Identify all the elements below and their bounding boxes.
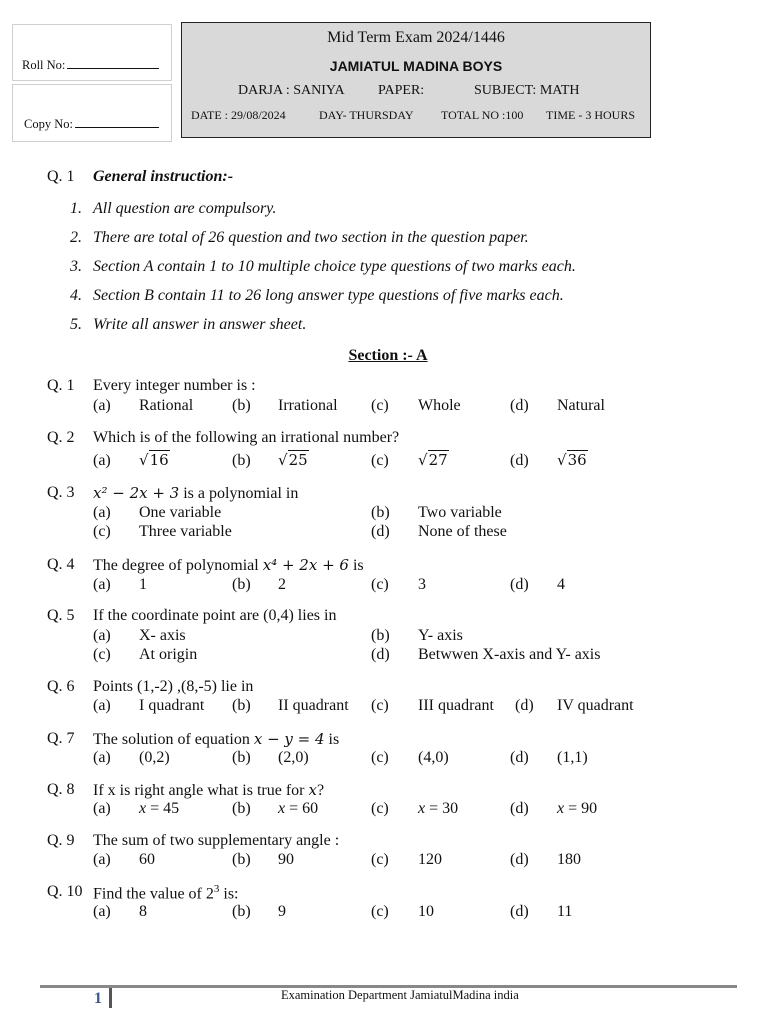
- option-text: 60: [139, 851, 155, 868]
- option-text: 120: [418, 851, 442, 868]
- option-text: 1: [139, 576, 147, 593]
- option-label-b: (b): [232, 749, 251, 766]
- question-text-part: The solution of equation: [93, 731, 254, 748]
- subject: SUBJECT: MATH: [474, 83, 580, 98]
- option-text: Natural: [557, 397, 605, 414]
- option-label-b: (b): [232, 697, 251, 714]
- instruction-number: 2.: [70, 229, 82, 246]
- option-text: X- axis: [139, 627, 186, 644]
- option-text: [557, 800, 597, 818]
- option-label-b: (b): [232, 851, 251, 868]
- roll-number-field: [22, 56, 159, 73]
- option-radicand: 16: [149, 451, 169, 469]
- roll-number-box: [12, 24, 172, 81]
- option-label-b: (b): [232, 576, 251, 593]
- option-label-d: (d): [510, 452, 529, 469]
- question-number: Q. 9: [47, 832, 75, 849]
- option-text: II quadrant: [278, 697, 349, 714]
- question-text: Which is of the following an irrational number?: [93, 429, 400, 446]
- instruction-number: 1.: [70, 200, 82, 217]
- question-number: Q. 6: [47, 678, 75, 695]
- option-text: 10: [418, 903, 434, 920]
- option-label-c: (c): [371, 851, 389, 868]
- question-text-part: The degree of polynomial: [93, 557, 263, 574]
- option-label-d: (d): [510, 749, 529, 766]
- question-number: Q. 2: [47, 429, 75, 446]
- option-label-b: (b): [371, 627, 390, 644]
- option-label-d: (d): [515, 697, 534, 714]
- question-text: If the coordinate point are (0,4) lies in: [93, 607, 337, 624]
- question-number: Q. 3: [47, 484, 75, 501]
- exam-title: Mid Term Exam 2024/1446: [327, 29, 505, 46]
- option-label-d: (d): [510, 851, 529, 868]
- question-text: [93, 556, 364, 575]
- total-marks: TOTAL NO :100: [441, 108, 524, 122]
- option-radicand: 36: [567, 451, 587, 469]
- option-label-a: (a): [93, 504, 111, 521]
- option-label-b: (b): [232, 397, 251, 414]
- option-text: 2: [278, 576, 286, 593]
- option-text: Y- axis: [418, 627, 463, 644]
- copy-number-box: [12, 84, 172, 142]
- option-label-a: (a): [93, 851, 111, 868]
- option-variable: x: [278, 800, 286, 817]
- question-number: Q. 7: [47, 730, 75, 747]
- school-name: JAMIATUL MADINA BOYS: [329, 58, 503, 74]
- option-text: 8: [139, 903, 147, 920]
- question-text-part: If x is right angle what is true for: [93, 782, 309, 799]
- question-text-part: Find the value of 2: [93, 885, 214, 903]
- option-text: 90: [278, 851, 294, 868]
- option-text: III quadrant: [418, 697, 494, 714]
- option-label-b: (b): [232, 452, 251, 469]
- question-math: x: [308, 781, 317, 799]
- option-radicand: 27: [428, 451, 448, 469]
- option-label-a: (a): [93, 800, 111, 817]
- question-text: Points (1,-2) ,(8,-5) lie in: [93, 678, 254, 695]
- option-label-a: (a): [93, 452, 111, 469]
- option-sqrt: √16: [139, 451, 169, 469]
- question-text-part: is a polynomial in: [179, 485, 299, 502]
- option-label-b: (b): [232, 800, 251, 817]
- option-text: (2,0): [278, 749, 309, 766]
- option-text: 4: [557, 576, 565, 593]
- roll-blank: [67, 56, 159, 69]
- question-text-part: is: [348, 557, 364, 574]
- option-label-a: (a): [93, 749, 111, 766]
- option-text: (1,1): [557, 749, 588, 766]
- option-label-a: (a): [93, 903, 111, 920]
- option-radicand: 25: [288, 451, 308, 469]
- option-label-a: (a): [93, 576, 111, 593]
- option-label-b: (b): [371, 504, 390, 521]
- question-math: x − y = 4: [253, 730, 325, 748]
- instruction-text: All question are compulsory.: [93, 200, 277, 217]
- roll-label: Roll No:: [22, 58, 66, 72]
- option-label-c: (c): [371, 800, 389, 817]
- paper: PAPER:: [378, 83, 425, 98]
- option-text: Irrational: [278, 397, 338, 414]
- instruction-text: Section B contain 11 to 26 long answer type questions of five marks each.: [93, 287, 564, 304]
- option-text: None of these: [418, 523, 507, 540]
- option-variable: x: [557, 800, 565, 817]
- darja: DARJA : SANIYA: [238, 83, 345, 98]
- option-label-d: (d): [371, 523, 390, 540]
- option-text: One variable: [139, 504, 222, 521]
- exam-time: TIME - 3 HOURS: [546, 108, 635, 122]
- copy-number-field: [24, 115, 159, 132]
- option-sqrt: √25: [278, 451, 308, 469]
- question-number: Q. 8: [47, 781, 75, 798]
- option-label-b: (b): [232, 903, 251, 920]
- option-sqrt: √36: [557, 451, 587, 469]
- option-text: I quadrant: [139, 697, 205, 714]
- option-text: [418, 800, 458, 818]
- option-text: (4,0): [418, 749, 449, 766]
- option-label-c: (c): [371, 452, 389, 469]
- question-exponent: 3: [213, 883, 220, 895]
- option-label-c: (c): [371, 749, 389, 766]
- instruction-number: 5.: [70, 316, 82, 333]
- option-text: Betwwen X-axis and Y- axis: [418, 646, 601, 663]
- instruction-qnum: Q. 1: [47, 168, 75, 185]
- option-text: At origin: [139, 646, 198, 663]
- question-text: [93, 781, 324, 800]
- question-text: Every integer number is :: [93, 377, 256, 394]
- instruction-title: General instruction:-: [93, 168, 234, 185]
- option-label-d: (d): [510, 800, 529, 817]
- option-label-c: (c): [371, 697, 389, 714]
- option-text: Rational: [139, 397, 194, 414]
- exam-header: [181, 22, 651, 138]
- option-label-c: (c): [371, 903, 389, 920]
- copy-blank: [75, 115, 159, 128]
- question-text: [93, 883, 239, 903]
- option-text: Whole: [418, 397, 461, 414]
- option-text: (0,2): [139, 749, 170, 766]
- instruction-text: Section A contain 1 to 10 multiple choice type questions of two marks each.: [93, 258, 576, 275]
- copy-label: Copy No:: [24, 117, 73, 131]
- option-value: = 90: [568, 800, 598, 817]
- page-number-bar: [109, 988, 112, 1008]
- instruction-text: There are total of 26 question and two section in the question paper.: [93, 229, 529, 246]
- page-number: 1: [94, 990, 102, 1007]
- option-text: [139, 800, 179, 818]
- option-variable: x: [418, 800, 426, 817]
- option-text: Two variable: [418, 504, 502, 521]
- option-label-d: (d): [510, 576, 529, 593]
- option-text: 3: [418, 576, 426, 593]
- option-label-c: (c): [371, 576, 389, 593]
- question-number: Q. 5: [47, 607, 75, 624]
- option-label-c: (c): [371, 397, 389, 414]
- option-text: 180: [557, 851, 581, 868]
- question-text-part: ?: [316, 782, 325, 799]
- exam-date: DATE : 29/08/2024: [191, 108, 286, 122]
- option-label-a: (a): [93, 397, 111, 414]
- question-text: The sum of two supplementary angle :: [93, 832, 340, 849]
- option-variable: x: [139, 800, 147, 817]
- footer-text: Examination Department JamiatulMadina india: [281, 988, 519, 1002]
- question-number: Q. 10: [47, 883, 83, 900]
- question-math: x² − 2x + 3: [93, 484, 180, 502]
- instruction-number: 3.: [70, 258, 82, 275]
- question-text: [93, 730, 339, 749]
- option-label-c: (c): [93, 646, 111, 663]
- option-label-d: (d): [510, 397, 529, 414]
- option-sqrt: √27: [418, 451, 448, 469]
- question-text-part: is:: [219, 885, 239, 903]
- option-value: = 45: [150, 800, 180, 817]
- option-text: [278, 800, 318, 818]
- question-number: Q. 4: [47, 556, 75, 573]
- option-label-d: (d): [510, 903, 529, 920]
- option-label-d: (d): [371, 646, 390, 663]
- instruction-number: 4.: [70, 287, 82, 304]
- question-number: Q. 1: [47, 377, 75, 394]
- option-label-c: (c): [93, 523, 111, 540]
- option-text: Three variable: [139, 523, 232, 540]
- option-value: = 30: [429, 800, 459, 817]
- option-text: 11: [557, 903, 573, 920]
- option-label-a: (a): [93, 697, 111, 714]
- section-title: Section :- A: [348, 347, 428, 364]
- instruction-text: Write all answer in answer sheet.: [93, 316, 307, 333]
- question-text: [93, 484, 298, 503]
- question-math: x⁴ + 2x + 6: [262, 556, 349, 574]
- question-text-part: is: [324, 731, 340, 748]
- option-text: 9: [278, 903, 286, 920]
- option-label-a: (a): [93, 627, 111, 644]
- exam-day: DAY- THURSDAY: [319, 108, 414, 122]
- option-text: IV quadrant: [557, 697, 634, 714]
- option-value: = 60: [289, 800, 319, 817]
